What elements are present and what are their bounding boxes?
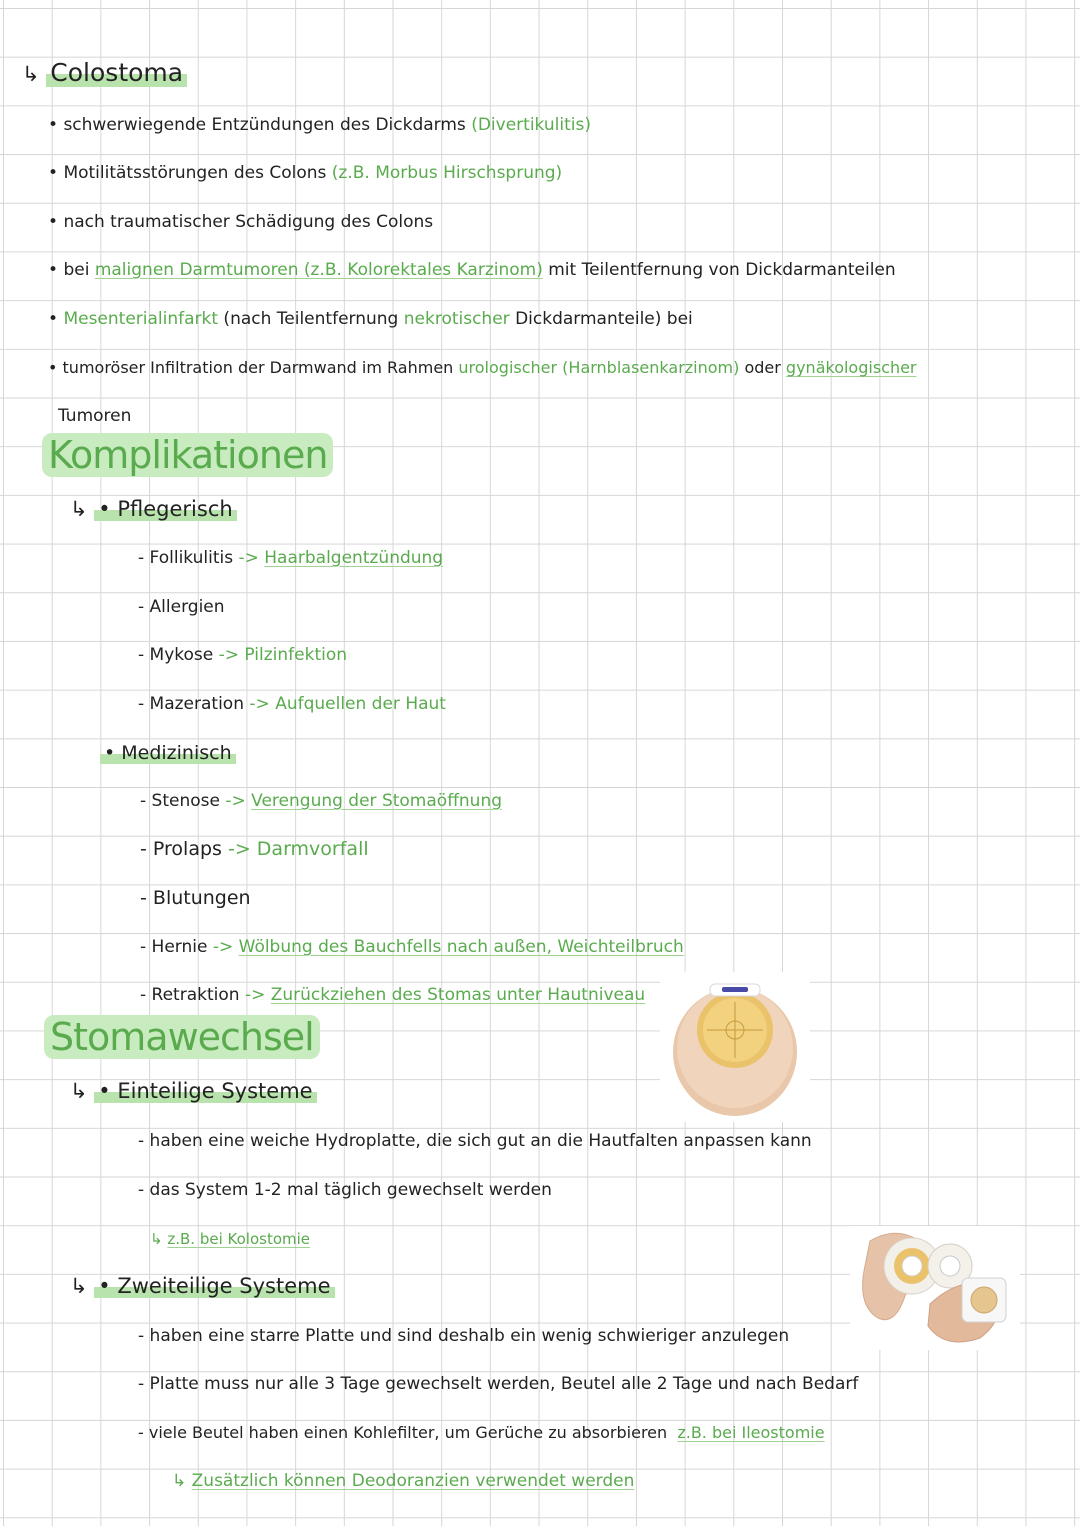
komplikationen-title: Komplikationen	[42, 432, 333, 478]
list-item: - Hernie -> Wölbung des Bauchfells nach außen, Weichteilbruch	[140, 937, 684, 957]
list-item-continuation: Tumoren	[58, 406, 132, 426]
colostoma-title: Colostoma	[46, 58, 187, 87]
list-item: - Mazeration -> Aufquellen der Haut	[138, 694, 446, 714]
arrow-icon: ↳	[22, 62, 40, 86]
list-item: - Prolaps -> Darmvorfall	[140, 838, 369, 860]
list-item: • schwerwiegende Entzündungen des Dickdarms (Divertikulitis)	[48, 115, 591, 135]
pouch-icon	[660, 972, 810, 1122]
list-item: • Mesenterialinfarkt (nach Teilentfernung nekrotischer Dickdarmanteile) bei	[48, 309, 693, 329]
list-item: - haben eine weiche Hydroplatte, die sich gut an die Hautfalten anpassen kann	[138, 1131, 812, 1151]
pflegerisch-heading: ↳ • Pflegerisch	[70, 496, 237, 522]
one-piece-pouch-image	[660, 972, 810, 1122]
list-item: • tumoröser Infiltration der Darmwand im Rahmen urologischer (Harnblasenkarzinom) oder gynäkologischer	[48, 358, 917, 377]
list-item: • Motilitätsstörungen des Colons (z.B. Morbus Hirschsprung)	[48, 163, 563, 183]
list-item: - Blutungen	[140, 887, 251, 909]
list-item: - Platte muss nur alle 3 Tage gewechselt werden, Beutel alle 2 Tage und nach Bedarf	[138, 1374, 859, 1394]
two-piece-pouch-icon	[850, 1226, 1020, 1350]
list-item: • nach traumatischer Schädigung des Colons	[48, 212, 434, 232]
list-item: - Stenose -> Verengung der Stomaöffnung	[140, 791, 503, 811]
list-item: - viele Beutel haben einen Kohlefilter, um Gerüche zu absorbieren z.B. bei Ileostomie	[138, 1423, 825, 1442]
stomawechsel-title: Stomawechsel	[44, 1014, 320, 1060]
list-item: - Follikulitis -> Haarbalgentzündung	[138, 548, 444, 568]
two-piece-system-image	[850, 1226, 1020, 1350]
arrow-icon: ↳	[70, 497, 88, 521]
einteilig-heading: ↳ • Einteilige Systeme	[70, 1078, 317, 1104]
list-item: • bei malignen Darmtumoren (z.B. Kolorektales Karzinom) mit Teilentfernung von Dickdarmanteilen	[48, 260, 896, 280]
list-item: - haben eine starre Platte und sind deshalb ein wenig schwieriger anzulegen	[138, 1326, 790, 1346]
list-item: - Retraktion -> Zurückziehen des Stomas unter Hautniveau	[140, 985, 646, 1005]
example-note: ↳ z.B. bei Kolostomie	[150, 1230, 311, 1248]
list-item: - Mykose -> Pilzinfektion	[138, 645, 348, 665]
example-note: ↳ Zusätzlich können Deodoranzien verwendet werden	[172, 1471, 635, 1491]
colostoma-heading	[22, 60, 187, 87]
list-item: - Allergien	[138, 597, 225, 617]
arrow-icon: ↳	[70, 1274, 88, 1298]
arrow-icon: ↳	[70, 1079, 88, 1103]
list-item: - das System 1-2 mal täglich gewechselt werden	[138, 1180, 552, 1200]
medizinisch-heading: • Medizinisch	[100, 740, 236, 766]
zweiteilig-heading: ↳ • Zweiteilige Systeme	[70, 1273, 335, 1299]
